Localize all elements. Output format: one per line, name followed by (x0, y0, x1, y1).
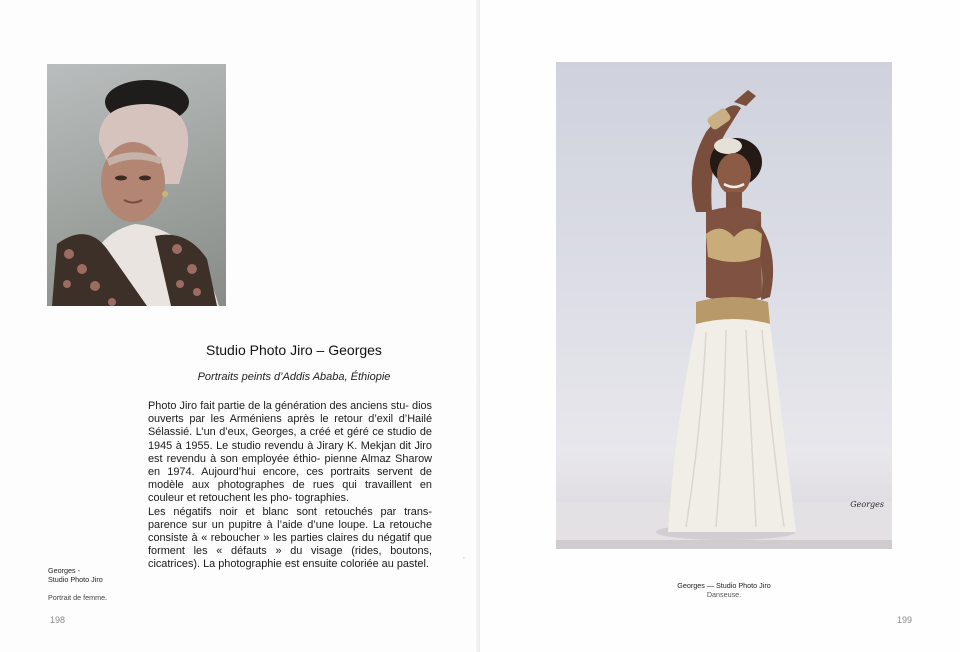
body-line: rues qui travaillent en couleur et retouchent les pho- (148, 479, 432, 505)
right-photo-caption (556, 581, 892, 599)
body-line: tographies. (295, 492, 350, 505)
portrait-photo (47, 64, 226, 306)
body-line: (rides, boutons, cicatrices). La photographie est (148, 545, 432, 571)
body-line: Les négatifs noir et blanc sont retouchés par trans- (148, 505, 432, 518)
dancer-photo (556, 62, 892, 549)
page-number-right: 199 (897, 615, 913, 625)
body-line: ces portraits servent de modèle aux photographes de (148, 466, 432, 492)
page-number-left: 198 (50, 615, 66, 625)
body-line: d’Hailé Sélassié. L’un d’eux, Georges, a créé et géré (148, 413, 433, 439)
dancer-illustration (556, 62, 892, 549)
photo-signature: Georges (850, 500, 884, 509)
body-line: ce studio de 1945 à 1955. Le studio revendu à Jirary (148, 426, 432, 452)
body-line: pienne Almaz Sharow en 1974. Aujourd’hui encore, (148, 452, 433, 479)
article-body (148, 400, 432, 572)
left-photo-description: Portrait de femme. (48, 593, 108, 602)
caption-line: Danseuse. (706, 590, 742, 599)
caption-line: Studio Photo Jiro (48, 575, 103, 584)
body-line: dios ouverts par les Arméniens après le retour d’exil (148, 400, 432, 426)
body-line: parence sur un pupitre à l’aide d’une loupe. La (148, 518, 385, 531)
body-line: K. Mekjan dit Jiro est revendu à son employée éthio- (148, 439, 432, 465)
left-photo-caption (48, 566, 138, 584)
portrait-illustration (47, 64, 226, 306)
article-subtitle: Portraits peints d’Addis Ababa, Éthiopie (197, 371, 391, 383)
body-line: Photo Jiro fait partie de la génération des anciens stu- (148, 400, 409, 412)
article-title: Studio Photo Jiro – Georges (206, 342, 382, 358)
body-line: retouche consiste à « reboucher » les parties claires (148, 518, 433, 545)
right-page (480, 0, 960, 652)
body-line: du négatif que forment les « défauts » du visage (148, 532, 432, 558)
page-edge-mark: · (462, 552, 466, 564)
caption-line: Georges — Studio Photo Jiro (677, 581, 771, 590)
body-line: ensuite coloriée au pastel. (302, 558, 429, 571)
caption-line: Georges - (48, 566, 80, 575)
